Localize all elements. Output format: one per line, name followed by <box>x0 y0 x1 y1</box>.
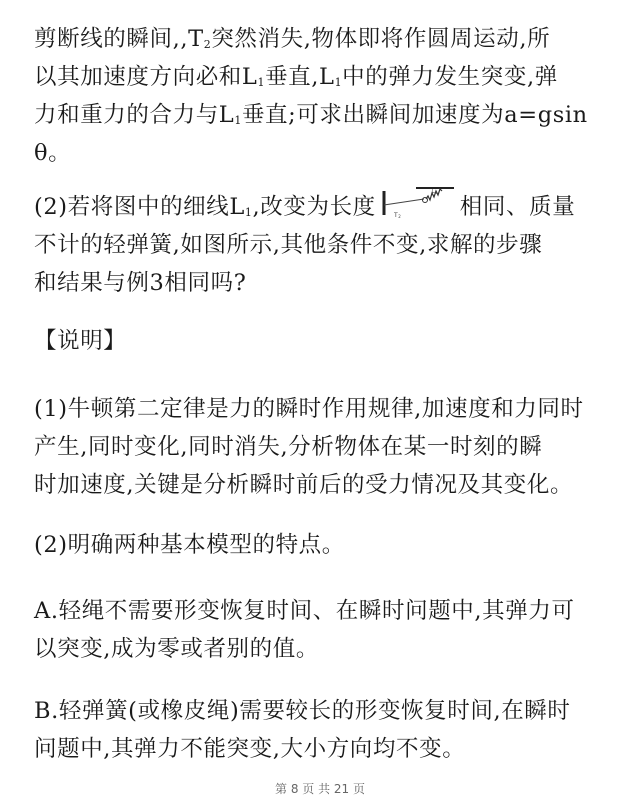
text-span: 剪断线的瞬间,,T <box>34 26 204 52</box>
text-line <box>34 264 612 302</box>
label-l1: $L_1$ <box>431 189 439 195</box>
text-line <box>34 96 612 134</box>
text-span: 相同、质量 <box>459 194 576 220</box>
paragraph-note-2 <box>34 526 612 564</box>
paragraph-model-b <box>34 692 612 768</box>
subscript: 1 <box>234 114 242 127</box>
text-line: A.轻绳不需要形变恢复时间、在瞬时问题中,其弹力可 <box>34 598 575 624</box>
paragraph-explanation <box>34 20 612 172</box>
text-span: θ。 <box>34 140 72 166</box>
heading-text: 【说明】 <box>34 328 127 354</box>
string-line <box>384 199 424 205</box>
text-line: 问题中,其弹力不能突变,大小方向均不变。 <box>34 736 466 762</box>
label-t2: T2 <box>393 212 402 219</box>
text-line: 时加速度,关键是分析瞬时前后的受力情况及其变化。 <box>34 472 574 498</box>
page-footer: 第 8 页 共 21 页 <box>275 782 365 796</box>
text-span: 中的弹力发生突变,弹 <box>342 64 558 90</box>
text-line: 产生,同时变化,同时消失,分析物体在某一时刻的瞬 <box>34 434 543 460</box>
text-line: 以突变,成为零或者别的值。 <box>34 636 319 662</box>
paragraph-question-2 <box>34 188 612 302</box>
text-span: 以其加速度方向必和L <box>34 64 258 90</box>
paragraph-note-1 <box>34 390 612 504</box>
mass-ball <box>422 198 427 203</box>
text-span: 垂直;可求出瞬间加速度为a=gsin <box>241 102 588 128</box>
text-line <box>34 226 612 264</box>
text-span: 力和重力的合力与L <box>34 102 235 128</box>
text-line: (2)明确两种基本模型的特点。 <box>34 532 345 558</box>
text-line <box>34 188 612 226</box>
text-span: 垂直,L <box>265 64 335 90</box>
text-span: ,改变为长度 <box>252 194 376 220</box>
spring-diagram-figure <box>380 185 456 219</box>
section-heading <box>34 322 612 360</box>
text-line <box>34 134 612 172</box>
text-line: (1)牛顿第二定律是力的瞬时作用规律,加速度和力同时 <box>34 396 584 422</box>
text-span: 突然消失,物体即将作圆周运动,所 <box>211 26 551 52</box>
text-span: 不计的轻弹簧,如图所示,其他条件不变,求解的步骤 <box>34 232 543 258</box>
text-line <box>34 20 612 58</box>
subscript: 2 <box>203 38 212 51</box>
text-line <box>34 58 612 96</box>
text-line: B.轻弹簧(或橡皮绳)需要较长的形变恢复时间,在瞬时 <box>34 698 571 724</box>
paragraph-model-a <box>34 592 612 668</box>
subscript: 1 <box>257 76 266 89</box>
subscript: 1 <box>244 206 253 219</box>
text-span: (2)若将图中的细线L <box>34 194 245 220</box>
text-span: 和结果与例3相同吗? <box>34 270 247 296</box>
subscript: 1 <box>334 76 343 89</box>
